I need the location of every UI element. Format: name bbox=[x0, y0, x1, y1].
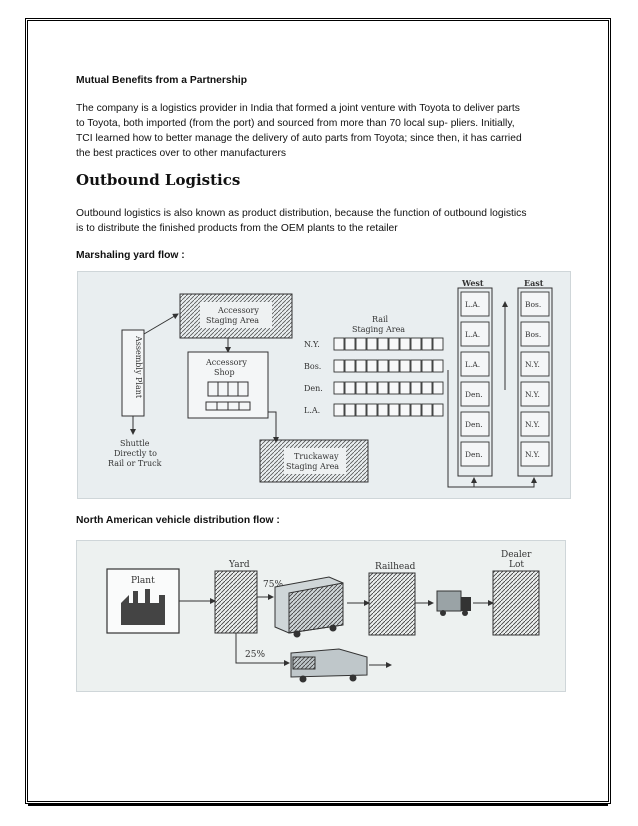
rail-slot bbox=[422, 382, 432, 394]
rail-slot bbox=[411, 382, 421, 394]
west-label: West bbox=[462, 278, 484, 288]
rail-slot bbox=[345, 382, 355, 394]
rail-slot bbox=[356, 338, 366, 350]
yard-box bbox=[215, 571, 257, 633]
lane-cell-label: L.A. bbox=[465, 360, 481, 369]
rail-slot bbox=[378, 382, 388, 394]
truckaway-line-1: Truckaway bbox=[294, 452, 339, 461]
truckaway-line-2: Staging Area bbox=[286, 462, 340, 471]
dealer-lot-box bbox=[493, 571, 539, 635]
rail-slot bbox=[334, 338, 344, 350]
lane-cell-label: N.Y. bbox=[525, 360, 540, 369]
accessory-staging-line-1: Accessory bbox=[218, 306, 259, 315]
rail-slot bbox=[411, 338, 421, 350]
railhead-label: Railhead bbox=[375, 562, 416, 572]
rail-slot bbox=[422, 404, 432, 416]
east-label: East bbox=[524, 278, 544, 288]
flow-arrow bbox=[144, 314, 178, 334]
rail-row-label: N.Y. bbox=[304, 340, 320, 349]
rail-slot bbox=[345, 360, 355, 372]
rail-row-label: Den. bbox=[304, 384, 323, 393]
rail-slot bbox=[433, 360, 443, 372]
marshaling-yard-diagram bbox=[77, 271, 571, 499]
lane-cell-label: N.Y. bbox=[525, 420, 540, 429]
rail-slot bbox=[378, 404, 388, 416]
lane-cell-label: Den. bbox=[465, 390, 483, 399]
rail-slot bbox=[400, 338, 410, 350]
pct-truck-label: 25% bbox=[245, 650, 266, 660]
rail-slot bbox=[334, 360, 344, 372]
heading-partnership: Mutual Benefits from a Partnership bbox=[76, 75, 248, 86]
rail-slot bbox=[433, 382, 443, 394]
pct-rail-label: 75% bbox=[263, 580, 284, 590]
rail-rows bbox=[304, 338, 443, 416]
flow-arrow bbox=[268, 410, 276, 442]
rail-row-label: L.A. bbox=[304, 406, 321, 415]
shuttle-line-1: Shuttle bbox=[120, 439, 150, 448]
rail-slot bbox=[389, 404, 399, 416]
rail-slot bbox=[400, 404, 410, 416]
rail-slot bbox=[411, 404, 421, 416]
lane-cell-label: Bos. bbox=[525, 300, 542, 309]
rail-slot bbox=[356, 360, 366, 372]
rail-row-label: Bos. bbox=[304, 362, 322, 371]
dealer-lot-line-1: Dealer bbox=[501, 550, 532, 560]
heading-north-american: North American vehicle distribution flow : bbox=[76, 515, 280, 526]
car-carrier-icon bbox=[291, 649, 367, 682]
distribution-flow-diagram bbox=[76, 540, 566, 692]
rail-slot bbox=[422, 338, 432, 350]
rail-staging-line-1: Rail bbox=[372, 315, 389, 324]
paragraph-line: is to distribute the finished products from the OEM plants to the retailer bbox=[76, 223, 398, 234]
paragraph-outbound bbox=[76, 206, 568, 236]
rail-slot bbox=[400, 360, 410, 372]
rail-slot bbox=[367, 360, 377, 372]
rail-slot bbox=[345, 338, 355, 350]
assembly-plant-box bbox=[122, 330, 144, 416]
rail-slot bbox=[389, 382, 399, 394]
lane-cell-label: L.A. bbox=[465, 300, 481, 309]
lane-cell-label: N.Y. bbox=[525, 450, 540, 459]
paragraph-line: The company is a logistics provider in India that formed a joint venture with Toyota to deliver parts bbox=[76, 103, 520, 114]
dealer-lot-line-2: Lot bbox=[509, 560, 525, 570]
yard-label: Yard bbox=[229, 560, 250, 570]
rail-slot bbox=[356, 404, 366, 416]
rail-slot bbox=[389, 360, 399, 372]
lane-cell-label: Den. bbox=[465, 420, 483, 429]
rail-slot bbox=[433, 338, 443, 350]
paragraph-line: Outbound logistics is also known as product distribution, because the function of outbound logistics bbox=[76, 208, 527, 219]
lane-cell-label: Bos. bbox=[525, 330, 542, 339]
rail-slot bbox=[367, 382, 377, 394]
railhead-box bbox=[369, 573, 415, 635]
shuttle-line-2: Directly to bbox=[114, 449, 157, 458]
lane-cell-label: N.Y. bbox=[525, 390, 540, 399]
rail-slot bbox=[378, 360, 388, 372]
paragraph-partnership bbox=[76, 101, 568, 161]
heading-outbound: Outbound Logistics bbox=[76, 171, 241, 189]
paragraph-line: to Toyota, both imported (from the port) and sourced from more than 70 local sup- pliers. Initially, bbox=[76, 118, 515, 129]
rail-staging-line-2: Staging Area bbox=[352, 325, 406, 334]
shuttle-line-3: Rail or Truck bbox=[108, 459, 162, 468]
lane-cell-label: L.A. bbox=[465, 330, 481, 339]
accessory-shop-line-1: Accessory bbox=[206, 358, 247, 367]
rail-slot bbox=[411, 360, 421, 372]
rail-slot bbox=[400, 382, 410, 394]
rail-slot bbox=[334, 382, 344, 394]
truck-icon bbox=[437, 591, 471, 616]
rail-slot bbox=[345, 404, 355, 416]
accessory-shop-line-2: Shop bbox=[214, 368, 235, 377]
rail-slot bbox=[433, 404, 443, 416]
paragraph-line: TCI learned how to better manage the delivery of auto parts from Toyota; since then, it has carried bbox=[76, 133, 522, 144]
flow-arrow bbox=[474, 478, 534, 487]
rail-slot bbox=[389, 338, 399, 350]
rail-slot bbox=[378, 338, 388, 350]
heading-marshaling: Marshaling yard flow : bbox=[76, 250, 185, 261]
accessory-staging-line-2: Staging Area bbox=[206, 316, 260, 325]
rail-slot bbox=[334, 404, 344, 416]
rail-slot bbox=[422, 360, 432, 372]
railcar-icon bbox=[275, 577, 343, 637]
lane-cell-label: Den. bbox=[465, 450, 483, 459]
paragraph-line: the best practices over to other manufacturers bbox=[76, 148, 287, 159]
rail-slot bbox=[367, 338, 377, 350]
rail-slot bbox=[367, 404, 377, 416]
plant-label: Plant bbox=[131, 576, 155, 586]
rail-slot bbox=[356, 382, 366, 394]
assembly-plant-label: Assembly Plant bbox=[134, 336, 143, 399]
